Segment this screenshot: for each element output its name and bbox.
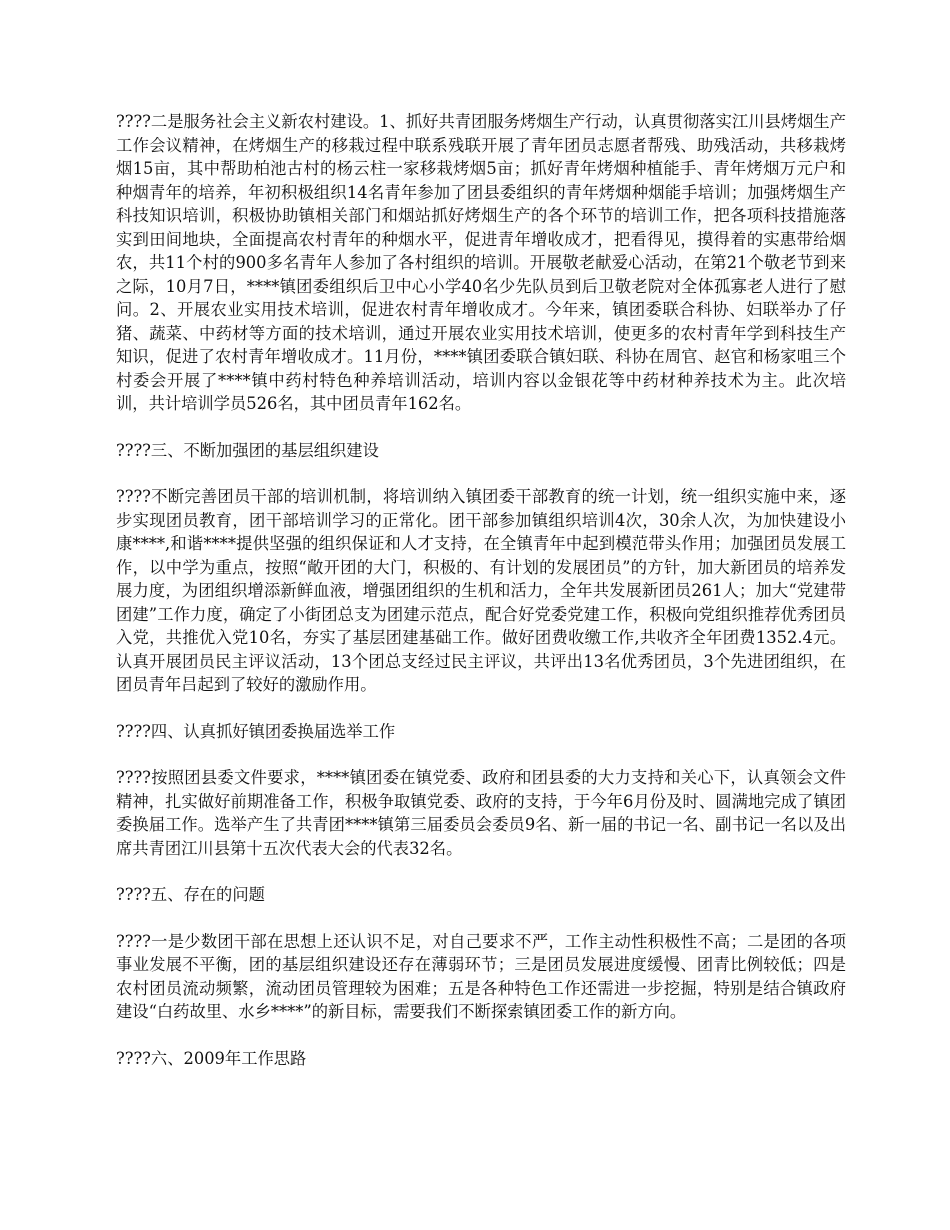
section-heading-election: ????四、认真抓好镇团委换届选举工作 (116, 721, 396, 741)
section-heading-2009-plan: ????六、2009年工作思路 (116, 1048, 307, 1068)
paragraph-election: ????按照团县委文件要求，****镇团委在镇党委、政府和团县委的大力支持和关心下，认真领会文件精神，扎实做好前期准备工作，积极争取镇党委、政府的支持，于今年6月份及时、圆满地完成了镇团委换届工作。选举产生了共青团****镇第三届委员会委员9名、新一届的书记一名、副书记一名以及出席共青团江川县第十五次代表大会的代表32名。 (116, 768, 846, 858)
section-heading-problems: ????五、存在的问题 (116, 885, 265, 904)
section-heading-organization: ????三、不断加强团的基层组织建设 (116, 440, 379, 460)
paragraph-problems: ????一是少数团干部在思想上还认识不足，对自己要求不严，工作主动性积极性不高；二是团的各项事业发展不平衡，团的基层组织建设还存在薄弱环节；三是团员发展进度缓慢、团青比例较低；四是农村团员流动频繁，流动团员管理较为困难；五是各种特色工作还需进一步挖掘，特别是结合镇政府建设“白药故里、水乡****”的新目标，需要我们不断探索镇团委工作的新方向。 (116, 931, 846, 1021)
paragraph-rural-construction: ????二是服务社会主义新农村建设。1、抓好共青团服务烤烟生产行动，认真贯彻落实江川县烤烟生产工作会议精神，在烤烟生产的移栽过程中联系残联开展了青年团员志愿者帮残、助残活动，共移栽烤烟15亩，其中帮助柏池古村的杨云柱一家移栽烤烟5亩；抓好青年烤烟种植能手、青年烤烟万元户和种烟青年的培养，年初积极组织14名青年参加了团县委组织的青年烤烟种烟能手培训；加强烤烟生产科技知识培训，积极协助镇相关部门和烟站抓好烤烟生产的各个环节的培训工作，把各项科技措施落实到田间地块，全面提高农村青年的种烟水平，促进青年增收成才，把看得见，摸得着的实惠带给烟农，共11个村的900多名青年人参加了各村组织的培训。开展敬老献爱心活动，在第21个敬老节到来之际，10月7日，****镇团委组织后卫中心小学40名少先队员到后卫敬老院对全体孤寡老人进行了慰问。2、开展农业实用技术培训，促进农村青年增收成才。今年来，镇团委联合科协、妇联举办了仔猪、蔬菜、中药材等方面的技术培训，通过开展农业实用技术培训，使更多的农村青年学到科技生产知识，促进了农村青年增收成才。11月份，****镇团委联合镇妇联、科协在周官、赵官和杨家咀三个村委会开展了****镇中药村特色种养培训活动，培训内容以金银花等中药材种养技术为主。此次培训，共计培训学员526名，其中团员青年162名。 (116, 112, 846, 413)
document-page (116, 110, 846, 1093)
paragraph-organization: ????不断完善团员干部的培训机制，将培训纳入镇团委干部教育的统一计划，统一组织实施中来，逐步实现团员教育，团干部培训学习的正常化。团干部参加镇组织培训4次，30余人次，为加快建设小康****,和谐****提供坚强的组织保证和人才支持，在全镇青年中起到模范带头作用；加强团员发展工作，以中学为重点，按照“敞开团的大门，积极的、有计划的发展团员”的方针，加大新团员的培养发展力度，为团组织增添新鲜血液，增强团组织的生机和活力，全年共发展新团员261人；加大“党建带团建”工作力度，确定了小街团总支为团建示范点，配合好党委党建工作，积极向党组织推荐优秀团员入党，共推优入党10名，夯实了基层团建基础工作。做好团费收缴工作,共收齐全年团费1352.4元。认真开展团员民主评议活动，13个团总支经过民主评议，共评出13名优秀团员，3个先进团组织，在团员青年吕起到了较好的激励作用。 (116, 487, 846, 694)
